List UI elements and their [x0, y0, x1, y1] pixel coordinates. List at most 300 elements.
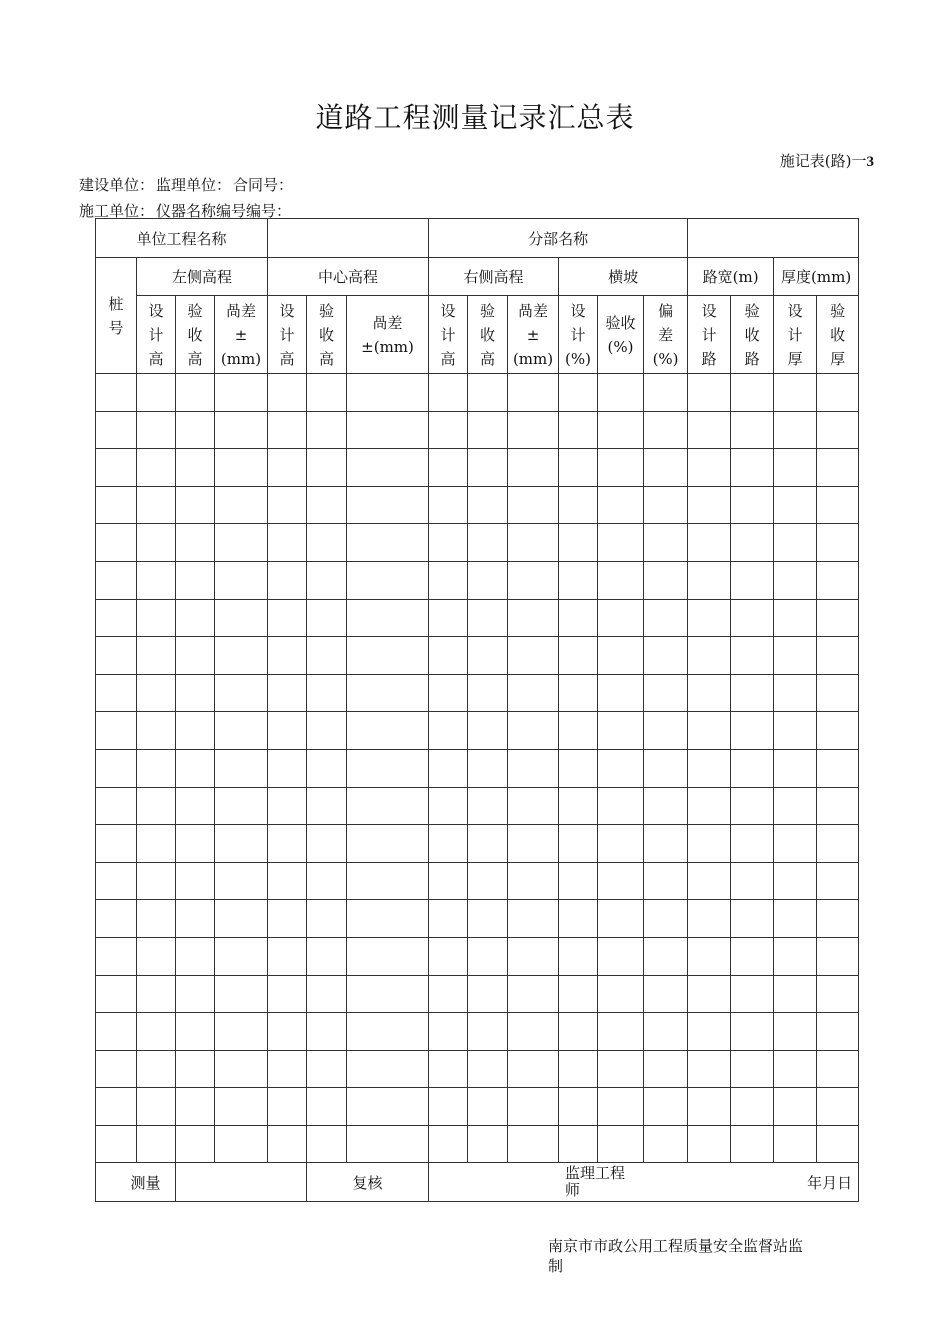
data-cell[interactable]	[468, 561, 508, 599]
data-cell[interactable]	[429, 411, 468, 449]
data-cell[interactable]	[508, 1088, 559, 1126]
data-cell[interactable]	[644, 449, 688, 487]
data-cell[interactable]	[176, 1125, 215, 1163]
data-cell[interactable]	[598, 561, 644, 599]
data-cell[interactable]	[731, 749, 774, 787]
data-cell[interactable]	[598, 674, 644, 712]
stake-cell[interactable]	[96, 1125, 137, 1163]
stake-cell[interactable]	[96, 900, 137, 938]
data-cell[interactable]	[774, 674, 817, 712]
data-cell[interactable]	[429, 1125, 468, 1163]
data-cell[interactable]	[559, 862, 598, 900]
data-cell[interactable]	[598, 749, 644, 787]
stake-cell[interactable]	[96, 975, 137, 1013]
data-cell[interactable]	[731, 449, 774, 487]
data-cell[interactable]	[774, 449, 817, 487]
data-cell[interactable]	[429, 524, 468, 562]
data-cell[interactable]	[268, 862, 307, 900]
data-cell[interactable]	[731, 787, 774, 825]
data-cell[interactable]	[468, 486, 508, 524]
data-cell[interactable]	[644, 1088, 688, 1126]
data-cell[interactable]	[731, 674, 774, 712]
data-cell[interactable]	[268, 1088, 307, 1126]
data-cell[interactable]	[688, 1013, 731, 1051]
data-cell[interactable]	[559, 637, 598, 675]
data-cell[interactable]	[688, 862, 731, 900]
data-cell[interactable]	[688, 561, 731, 599]
data-cell[interactable]	[307, 674, 347, 712]
data-cell[interactable]	[468, 749, 508, 787]
data-cell[interactable]	[731, 524, 774, 562]
data-cell[interactable]	[644, 900, 688, 938]
data-cell[interactable]	[137, 749, 176, 787]
data-cell[interactable]	[215, 749, 268, 787]
data-cell[interactable]	[508, 900, 559, 938]
data-cell[interactable]	[268, 486, 307, 524]
data-cell[interactable]	[644, 599, 688, 637]
data-cell[interactable]	[508, 975, 559, 1013]
data-cell[interactable]	[347, 900, 429, 938]
data-cell[interactable]	[429, 1088, 468, 1126]
data-cell[interactable]	[508, 1125, 559, 1163]
data-cell[interactable]	[215, 486, 268, 524]
data-cell[interactable]	[559, 524, 598, 562]
data-cell[interactable]	[688, 486, 731, 524]
data-cell[interactable]	[468, 1125, 508, 1163]
data-cell[interactable]	[644, 1125, 688, 1163]
data-cell[interactable]	[215, 1088, 268, 1126]
data-cell[interactable]	[598, 1088, 644, 1126]
data-cell[interactable]	[817, 411, 859, 449]
data-cell[interactable]	[176, 712, 215, 750]
data-cell[interactable]	[307, 937, 347, 975]
data-cell[interactable]	[688, 787, 731, 825]
data-cell[interactable]	[268, 1125, 307, 1163]
data-cell[interactable]	[137, 374, 176, 412]
data-cell[interactable]	[176, 374, 215, 412]
data-cell[interactable]	[307, 712, 347, 750]
stake-cell[interactable]	[96, 749, 137, 787]
stake-cell[interactable]	[96, 712, 137, 750]
data-cell[interactable]	[644, 561, 688, 599]
data-cell[interactable]	[429, 975, 468, 1013]
data-cell[interactable]	[137, 599, 176, 637]
data-cell[interactable]	[731, 637, 774, 675]
data-cell[interactable]	[559, 975, 598, 1013]
data-cell[interactable]	[268, 674, 307, 712]
data-cell[interactable]	[508, 449, 559, 487]
data-cell[interactable]	[508, 1050, 559, 1088]
data-cell[interactable]	[137, 975, 176, 1013]
data-cell[interactable]	[307, 825, 347, 863]
data-cell[interactable]	[644, 749, 688, 787]
data-cell[interactable]	[215, 787, 268, 825]
data-cell[interactable]	[347, 975, 429, 1013]
data-cell[interactable]	[429, 599, 468, 637]
data-cell[interactable]	[176, 749, 215, 787]
data-cell[interactable]	[347, 524, 429, 562]
data-cell[interactable]	[347, 637, 429, 675]
data-cell[interactable]	[559, 1050, 598, 1088]
data-cell[interactable]	[731, 561, 774, 599]
stake-cell[interactable]	[96, 674, 137, 712]
data-cell[interactable]	[268, 449, 307, 487]
data-cell[interactable]	[215, 1050, 268, 1088]
data-cell[interactable]	[774, 1013, 817, 1051]
data-cell[interactable]	[731, 900, 774, 938]
data-cell[interactable]	[137, 449, 176, 487]
stake-cell[interactable]	[96, 561, 137, 599]
data-cell[interactable]	[774, 599, 817, 637]
data-cell[interactable]	[774, 862, 817, 900]
data-cell[interactable]	[468, 637, 508, 675]
data-cell[interactable]	[347, 937, 429, 975]
data-cell[interactable]	[347, 1013, 429, 1051]
data-cell[interactable]	[508, 712, 559, 750]
data-cell[interactable]	[559, 486, 598, 524]
data-cell[interactable]	[137, 1013, 176, 1051]
data-cell[interactable]	[817, 561, 859, 599]
data-cell[interactable]	[598, 787, 644, 825]
data-cell[interactable]	[688, 449, 731, 487]
data-cell[interactable]	[176, 975, 215, 1013]
data-cell[interactable]	[817, 674, 859, 712]
data-cell[interactable]	[468, 411, 508, 449]
data-cell[interactable]	[429, 637, 468, 675]
data-cell[interactable]	[731, 1125, 774, 1163]
data-cell[interactable]	[268, 787, 307, 825]
data-cell[interactable]	[307, 561, 347, 599]
data-cell[interactable]	[598, 862, 644, 900]
data-cell[interactable]	[731, 411, 774, 449]
data-cell[interactable]	[731, 374, 774, 412]
data-cell[interactable]	[731, 862, 774, 900]
data-cell[interactable]	[268, 1013, 307, 1051]
data-cell[interactable]	[559, 449, 598, 487]
data-cell[interactable]	[468, 449, 508, 487]
data-cell[interactable]	[817, 449, 859, 487]
data-cell[interactable]	[307, 900, 347, 938]
data-cell[interactable]	[268, 374, 307, 412]
data-cell[interactable]	[176, 1088, 215, 1126]
data-cell[interactable]	[137, 674, 176, 712]
data-cell[interactable]	[468, 825, 508, 863]
data-cell[interactable]	[215, 825, 268, 863]
data-cell[interactable]	[817, 1088, 859, 1126]
data-cell[interactable]	[644, 1013, 688, 1051]
data-cell[interactable]	[598, 374, 644, 412]
data-cell[interactable]	[774, 486, 817, 524]
data-cell[interactable]	[598, 900, 644, 938]
data-cell[interactable]	[817, 486, 859, 524]
data-cell[interactable]	[347, 449, 429, 487]
data-cell[interactable]	[176, 561, 215, 599]
data-cell[interactable]	[429, 900, 468, 938]
stake-cell[interactable]	[96, 937, 137, 975]
data-cell[interactable]	[688, 712, 731, 750]
data-cell[interactable]	[307, 1088, 347, 1126]
data-cell[interactable]	[774, 374, 817, 412]
data-cell[interactable]	[215, 599, 268, 637]
data-cell[interactable]	[774, 900, 817, 938]
data-cell[interactable]	[307, 411, 347, 449]
data-cell[interactable]	[176, 637, 215, 675]
data-cell[interactable]	[774, 1125, 817, 1163]
data-cell[interactable]	[307, 1050, 347, 1088]
data-cell[interactable]	[559, 599, 598, 637]
data-cell[interactable]	[347, 1125, 429, 1163]
data-cell[interactable]	[347, 1050, 429, 1088]
data-cell[interactable]	[644, 712, 688, 750]
data-cell[interactable]	[598, 637, 644, 675]
data-cell[interactable]	[215, 674, 268, 712]
data-cell[interactable]	[688, 524, 731, 562]
data-cell[interactable]	[508, 599, 559, 637]
data-cell[interactable]	[559, 712, 598, 750]
data-cell[interactable]	[559, 900, 598, 938]
data-cell[interactable]	[644, 637, 688, 675]
data-cell[interactable]	[429, 787, 468, 825]
data-cell[interactable]	[774, 561, 817, 599]
data-cell[interactable]	[508, 749, 559, 787]
data-cell[interactable]	[137, 411, 176, 449]
data-cell[interactable]	[817, 975, 859, 1013]
data-cell[interactable]	[215, 561, 268, 599]
data-cell[interactable]	[774, 1050, 817, 1088]
data-cell[interactable]	[508, 486, 559, 524]
data-cell[interactable]	[468, 1088, 508, 1126]
data-cell[interactable]	[268, 599, 307, 637]
data-cell[interactable]	[215, 374, 268, 412]
data-cell[interactable]	[598, 486, 644, 524]
data-cell[interactable]	[644, 937, 688, 975]
data-cell[interactable]	[176, 1050, 215, 1088]
data-cell[interactable]	[137, 1050, 176, 1088]
data-cell[interactable]	[429, 674, 468, 712]
data-cell[interactable]	[215, 411, 268, 449]
data-cell[interactable]	[598, 1013, 644, 1051]
data-cell[interactable]	[644, 1050, 688, 1088]
data-cell[interactable]	[429, 749, 468, 787]
data-cell[interactable]	[598, 524, 644, 562]
data-cell[interactable]	[429, 937, 468, 975]
data-cell[interactable]	[508, 674, 559, 712]
data-cell[interactable]	[429, 1013, 468, 1051]
data-cell[interactable]	[731, 1088, 774, 1126]
data-cell[interactable]	[268, 637, 307, 675]
data-cell[interactable]	[429, 486, 468, 524]
data-cell[interactable]	[468, 1050, 508, 1088]
data-cell[interactable]	[598, 411, 644, 449]
data-cell[interactable]	[817, 524, 859, 562]
data-cell[interactable]	[559, 411, 598, 449]
data-cell[interactable]	[774, 712, 817, 750]
data-cell[interactable]	[468, 975, 508, 1013]
data-cell[interactable]	[176, 862, 215, 900]
data-cell[interactable]	[137, 712, 176, 750]
data-cell[interactable]	[468, 599, 508, 637]
data-cell[interactable]	[307, 1013, 347, 1051]
data-cell[interactable]	[817, 937, 859, 975]
data-cell[interactable]	[817, 825, 859, 863]
data-cell[interactable]	[137, 1125, 176, 1163]
data-cell[interactable]	[215, 900, 268, 938]
data-cell[interactable]	[347, 825, 429, 863]
data-cell[interactable]	[817, 599, 859, 637]
data-cell[interactable]	[559, 1013, 598, 1051]
data-cell[interactable]	[508, 937, 559, 975]
data-cell[interactable]	[137, 1088, 176, 1126]
data-cell[interactable]	[774, 749, 817, 787]
data-cell[interactable]	[347, 486, 429, 524]
data-cell[interactable]	[215, 1013, 268, 1051]
stake-cell[interactable]	[96, 825, 137, 863]
data-cell[interactable]	[598, 975, 644, 1013]
data-cell[interactable]	[429, 712, 468, 750]
data-cell[interactable]	[644, 486, 688, 524]
data-cell[interactable]	[817, 862, 859, 900]
data-cell[interactable]	[774, 975, 817, 1013]
data-cell[interactable]	[598, 599, 644, 637]
data-cell[interactable]	[817, 749, 859, 787]
data-cell[interactable]	[468, 374, 508, 412]
data-cell[interactable]	[731, 937, 774, 975]
data-cell[interactable]	[176, 900, 215, 938]
data-cell[interactable]	[307, 524, 347, 562]
data-cell[interactable]	[774, 1088, 817, 1126]
data-cell[interactable]	[688, 749, 731, 787]
data-cell[interactable]	[307, 374, 347, 412]
data-cell[interactable]	[644, 374, 688, 412]
data-cell[interactable]	[215, 637, 268, 675]
data-cell[interactable]	[817, 787, 859, 825]
data-cell[interactable]	[347, 374, 429, 412]
data-cell[interactable]	[688, 374, 731, 412]
data-cell[interactable]	[176, 486, 215, 524]
data-cell[interactable]	[508, 561, 559, 599]
data-cell[interactable]	[307, 1125, 347, 1163]
stake-cell[interactable]	[96, 411, 137, 449]
data-cell[interactable]	[347, 787, 429, 825]
data-cell[interactable]	[468, 1013, 508, 1051]
data-cell[interactable]	[215, 862, 268, 900]
data-cell[interactable]	[268, 975, 307, 1013]
data-cell[interactable]	[347, 712, 429, 750]
data-cell[interactable]	[347, 674, 429, 712]
data-cell[interactable]	[307, 486, 347, 524]
data-cell[interactable]	[268, 900, 307, 938]
data-cell[interactable]	[307, 637, 347, 675]
stake-cell[interactable]	[96, 599, 137, 637]
data-cell[interactable]	[137, 862, 176, 900]
data-cell[interactable]	[508, 524, 559, 562]
data-cell[interactable]	[688, 1125, 731, 1163]
data-cell[interactable]	[688, 1088, 731, 1126]
data-cell[interactable]	[559, 1088, 598, 1126]
data-cell[interactable]	[688, 599, 731, 637]
data-cell[interactable]	[731, 599, 774, 637]
data-cell[interactable]	[774, 825, 817, 863]
data-cell[interactable]	[731, 486, 774, 524]
data-cell[interactable]	[176, 524, 215, 562]
data-cell[interactable]	[268, 1050, 307, 1088]
data-cell[interactable]	[429, 561, 468, 599]
data-cell[interactable]	[688, 411, 731, 449]
data-cell[interactable]	[347, 561, 429, 599]
data-cell[interactable]	[307, 599, 347, 637]
data-cell[interactable]	[508, 825, 559, 863]
data-cell[interactable]	[774, 411, 817, 449]
data-cell[interactable]	[176, 674, 215, 712]
data-cell[interactable]	[468, 787, 508, 825]
data-cell[interactable]	[215, 975, 268, 1013]
stake-cell[interactable]	[96, 524, 137, 562]
data-cell[interactable]	[307, 787, 347, 825]
data-cell[interactable]	[268, 561, 307, 599]
data-cell[interactable]	[731, 975, 774, 1013]
data-cell[interactable]	[176, 787, 215, 825]
data-cell[interactable]	[429, 1050, 468, 1088]
data-cell[interactable]	[268, 937, 307, 975]
data-cell[interactable]	[137, 937, 176, 975]
data-cell[interactable]	[347, 1088, 429, 1126]
data-cell[interactable]	[268, 749, 307, 787]
data-cell[interactable]	[559, 1125, 598, 1163]
data-cell[interactable]	[817, 374, 859, 412]
data-cell[interactable]	[508, 862, 559, 900]
data-cell[interactable]	[137, 825, 176, 863]
unit-project-value[interactable]	[268, 219, 429, 258]
data-cell[interactable]	[644, 975, 688, 1013]
data-cell[interactable]	[137, 524, 176, 562]
data-cell[interactable]	[508, 411, 559, 449]
data-cell[interactable]	[176, 937, 215, 975]
data-cell[interactable]	[644, 825, 688, 863]
data-cell[interactable]	[468, 712, 508, 750]
data-cell[interactable]	[176, 825, 215, 863]
data-cell[interactable]	[817, 637, 859, 675]
data-cell[interactable]	[508, 1013, 559, 1051]
stake-cell[interactable]	[96, 637, 137, 675]
survey-signature-cell[interactable]	[176, 1163, 307, 1202]
data-cell[interactable]	[347, 862, 429, 900]
data-cell[interactable]	[559, 787, 598, 825]
data-cell[interactable]	[429, 825, 468, 863]
data-cell[interactable]	[644, 524, 688, 562]
data-cell[interactable]	[347, 599, 429, 637]
data-cell[interactable]	[688, 674, 731, 712]
data-cell[interactable]	[559, 374, 598, 412]
data-cell[interactable]	[137, 637, 176, 675]
data-cell[interactable]	[688, 1050, 731, 1088]
data-cell[interactable]	[817, 712, 859, 750]
data-cell[interactable]	[774, 937, 817, 975]
data-cell[interactable]	[347, 749, 429, 787]
data-cell[interactable]	[137, 900, 176, 938]
data-cell[interactable]	[774, 787, 817, 825]
data-cell[interactable]	[817, 900, 859, 938]
data-cell[interactable]	[268, 712, 307, 750]
data-cell[interactable]	[268, 825, 307, 863]
data-cell[interactable]	[508, 374, 559, 412]
data-cell[interactable]	[688, 975, 731, 1013]
data-cell[interactable]	[598, 825, 644, 863]
data-cell[interactable]	[347, 411, 429, 449]
data-cell[interactable]	[268, 524, 307, 562]
stake-cell[interactable]	[96, 862, 137, 900]
data-cell[interactable]	[176, 1013, 215, 1051]
data-cell[interactable]	[215, 449, 268, 487]
